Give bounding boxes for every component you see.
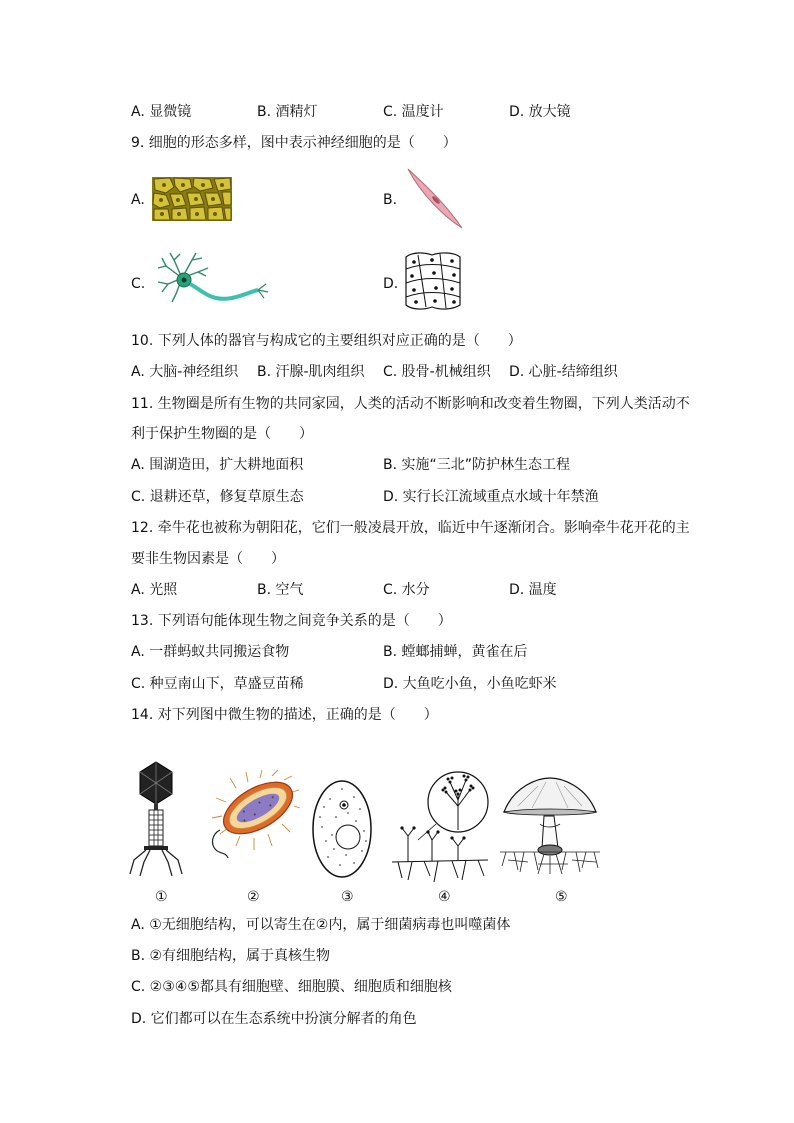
q11-option-a: A. 围湖造田，扩大耕地面积: [131, 457, 304, 473]
q12-option-c: C. 水分: [383, 582, 430, 598]
q11-option-d: D. 实行长江流域重点水域十年禁渔: [383, 489, 599, 505]
bacterium-image: [206, 768, 300, 864]
q14-option-c: C. ②③④⑤都具有细胞壁、细胞膜、细胞质和细胞核: [131, 979, 452, 995]
q11-stem-line1: 11. 生物圈是所有生物的共同家园，人类的活动不断影响和改变着生物圈，下列人类活动不: [131, 396, 690, 412]
q13-option-a: A. 一群蚂蚁共同搬运食物: [131, 644, 290, 660]
epithelial-cells-image: [152, 177, 232, 221]
mold-image: [388, 766, 492, 884]
q10-option-d: D. 心脏-结缔组织: [509, 364, 618, 380]
q11-option-b: B. 实施“三北”防护林生态工程: [383, 457, 571, 473]
q8-option-b: B. 酒精灯: [257, 104, 318, 120]
q10-stem: 10. 下列人体的器官与构成它的主要组织对应正确的是（ ）: [131, 333, 522, 349]
q14-option-b: B. ②有细胞结构，属于真核生物: [131, 948, 331, 964]
q11-stem-line2: 利于保护生物圈的是（ ）: [131, 426, 313, 442]
muscle-cell-image: [404, 166, 466, 232]
q9-stem: 9. 细胞的形态多样，图中表示神经细胞的是（ ）: [131, 135, 457, 151]
q14-stem: 14. 对下列图中微生物的描述，正确的是（ ）: [131, 707, 438, 723]
q9-label-c: C.: [131, 276, 146, 292]
q9-label-b: B.: [383, 192, 398, 208]
q13-stem: 13. 下列语句能体现生物之间竞争关系的是（ ）: [131, 613, 452, 629]
q8-option-c: C. 温度计: [383, 104, 444, 120]
q12-option-a: A. 光照: [131, 582, 178, 598]
figure-label-1: ①: [155, 889, 168, 905]
figure-label-3: ③: [341, 889, 354, 905]
q10-option-a: A. 大脑-神经组织: [131, 364, 239, 380]
yeast-cell-image: [310, 777, 374, 881]
q12-option-b: B. 空气: [257, 582, 304, 598]
figure-label-5: ⑤: [555, 889, 568, 905]
mushroom-image: [498, 776, 602, 876]
plant-cells-image: [402, 251, 464, 311]
q13-option-b: B. 螳螂捕蝉，黄雀在后: [383, 644, 528, 660]
figure-label-2: ②: [247, 889, 260, 905]
neuron-image: [152, 250, 272, 310]
q12-stem-line2: 要非生物因素是（ ）: [131, 551, 285, 567]
q8-option-d: D. 放大镜: [509, 104, 571, 120]
q10-option-c: C. 股骨-机械组织: [383, 364, 491, 380]
q11-option-c: C. 退耕还草，修复草原生态: [131, 489, 304, 505]
q10-option-b: B. 汗腺-肌肉组织: [257, 364, 365, 380]
bacteriophage-image: [128, 760, 184, 878]
q13-option-c: C. 种豆南山下，草盛豆苗稀: [131, 676, 304, 692]
q8-option-a: A. 显微镜: [131, 104, 192, 120]
q9-label-d: D.: [383, 276, 399, 292]
q14-option-a: A. ①无细胞结构，可以寄生在②内，属于细菌病毒也叫噬菌体: [131, 917, 511, 933]
q12-option-d: D. 温度: [509, 582, 557, 598]
figure-label-4: ④: [438, 889, 451, 905]
q14-option-d: D. 它们都可以在生态系统中扮演分解者的角色: [131, 1011, 417, 1027]
q12-stem-line1: 12. 牵牛花也被称为朝阳花，它们一般凌晨开放，临近中午逐渐闭合。影响牵牛花开花的主: [131, 520, 690, 536]
q13-option-d: D. 大鱼吃小鱼，小鱼吃虾米: [383, 676, 557, 692]
q9-label-a: A.: [131, 192, 145, 208]
